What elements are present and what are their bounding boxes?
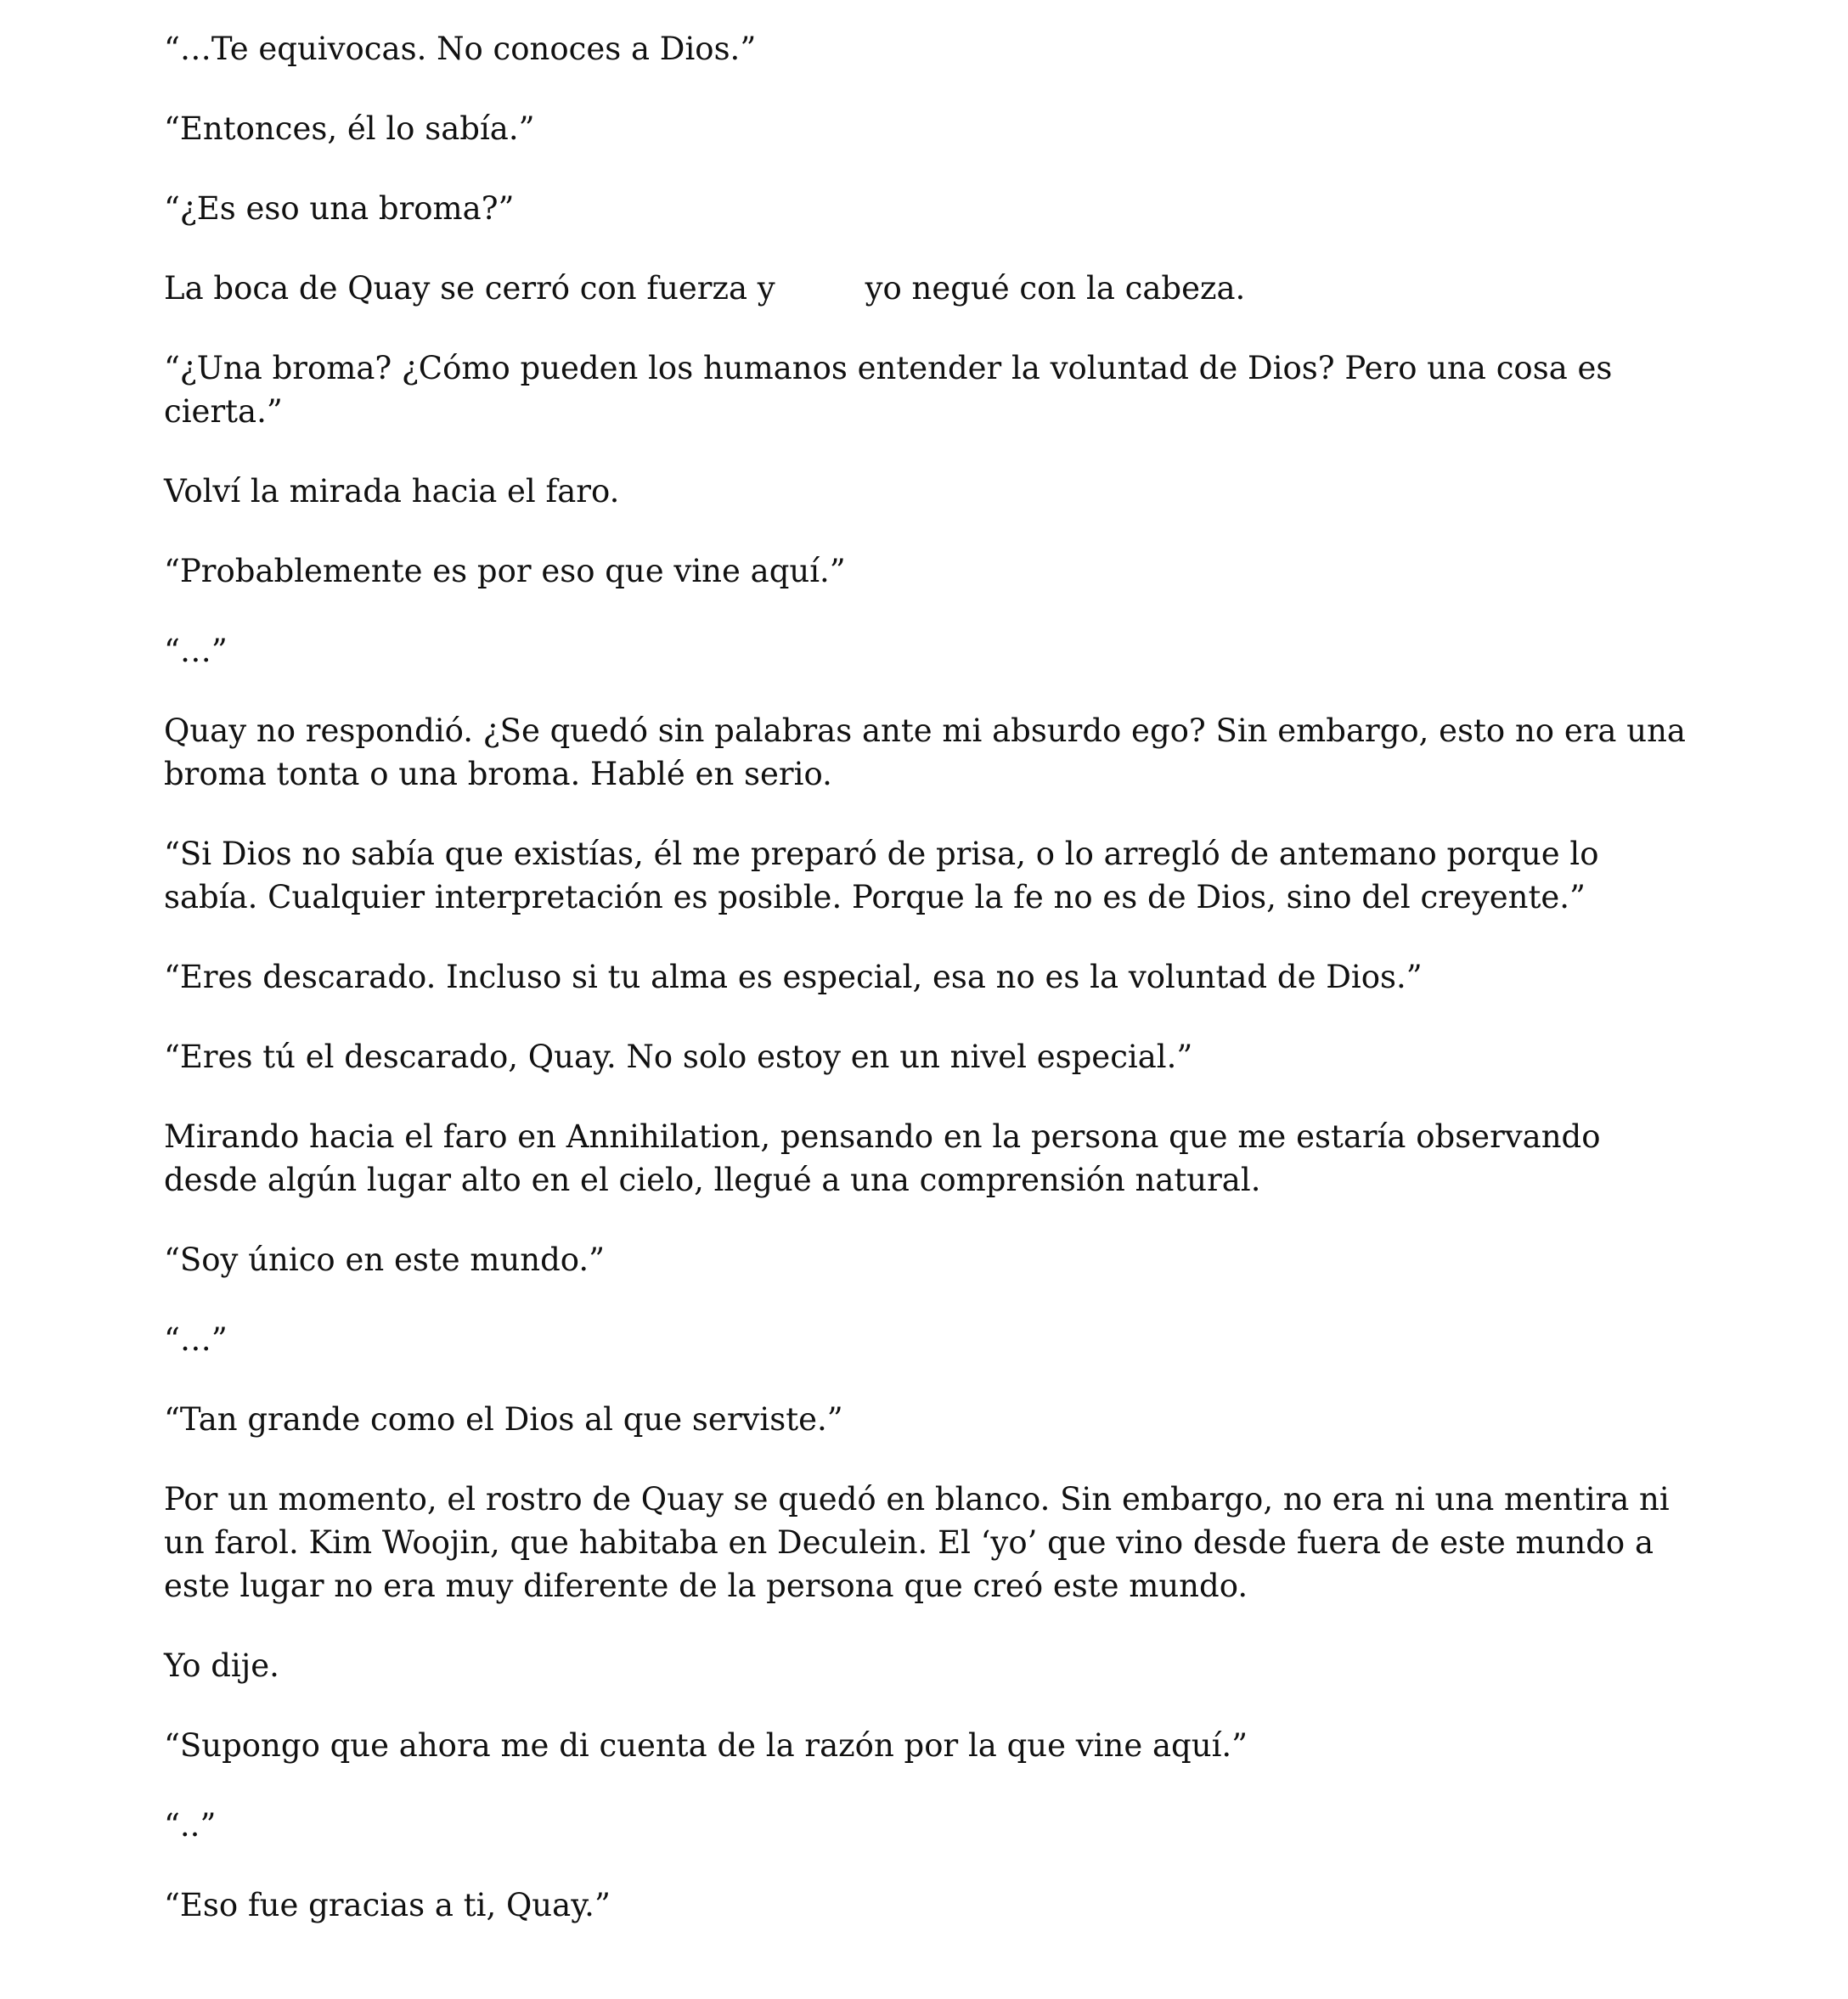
paragraph: “…Te equivocas. No conoces a Dios.”	[164, 31, 757, 67]
paragraph: “Eres tú el descarado, Quay. No solo estoy en un nivel especial.”	[164, 1039, 1193, 1075]
paragraph: “Supongo que ahora me di cuenta de la razón por la que vine aquí.”	[164, 1727, 1248, 1764]
paragraph: “Probablemente es por eso que vine aquí.”	[164, 553, 846, 589]
paragraph: La boca de Quay se cerró con fuerza y yo negué con la cabeza.	[164, 270, 1246, 307]
paragraph: Yo dije.	[164, 1647, 279, 1684]
paragraph: “Soy único en este mundo.”	[164, 1242, 606, 1278]
paragraph: Volví la mirada hacia el faro.	[164, 473, 620, 510]
paragraph: “¿Es eso una broma?”	[164, 190, 515, 227]
paragraph: “Eres descarado. Incluso si tu alma es especial, esa no es la voluntad de Dios.”	[164, 959, 1423, 995]
document-body	[164, 27, 1696, 1963]
paragraph: “¿Una broma? ¿Cómo pueden los humanos entender la voluntad de Dios? Pero una cosa es cierta.”	[164, 350, 1623, 430]
paragraph: Mirando hacia el faro en Annihilation, pensando en la persona que me estaría observando desde algún lugar alto en el cielo, llegué a una comprensión natural.	[164, 1118, 1611, 1198]
paragraph: Por un momento, el rostro de Quay se quedó en blanco. Sin embargo, no era ni una mentira ni un farol. Kim Woojin, que habitaba en Deculein. El ‘yo’ que vino desde fuera de este mundo a este lugar no era muy diferente de la persona que creó este mundo.	[164, 1481, 1680, 1604]
paragraph: “Entonces, él lo sabía.”	[164, 110, 535, 147]
paragraph: “Si Dios no sabía que existías, él me preparó de prisa, o lo arregló de antemano porque lo sabía. Cualquier interpretación es posible. Porque la fe no es de Dios, sino del creyente.”	[164, 836, 1609, 915]
paragraph: “..”	[164, 1807, 217, 1844]
paragraph: Quay no respondió. ¿Se quedó sin palabras ante mi absurdo ego? Sin embargo, esto no era una broma tonta o una broma. Hablé en serio.	[164, 712, 1696, 792]
paragraph: “…”	[164, 1321, 228, 1358]
paragraph: “Eso fue gracias a ti, Quay.”	[164, 1887, 611, 1923]
paragraph: “Tan grande como el Dios al que serviste.”	[164, 1401, 843, 1438]
paragraph: “…”	[164, 633, 228, 669]
